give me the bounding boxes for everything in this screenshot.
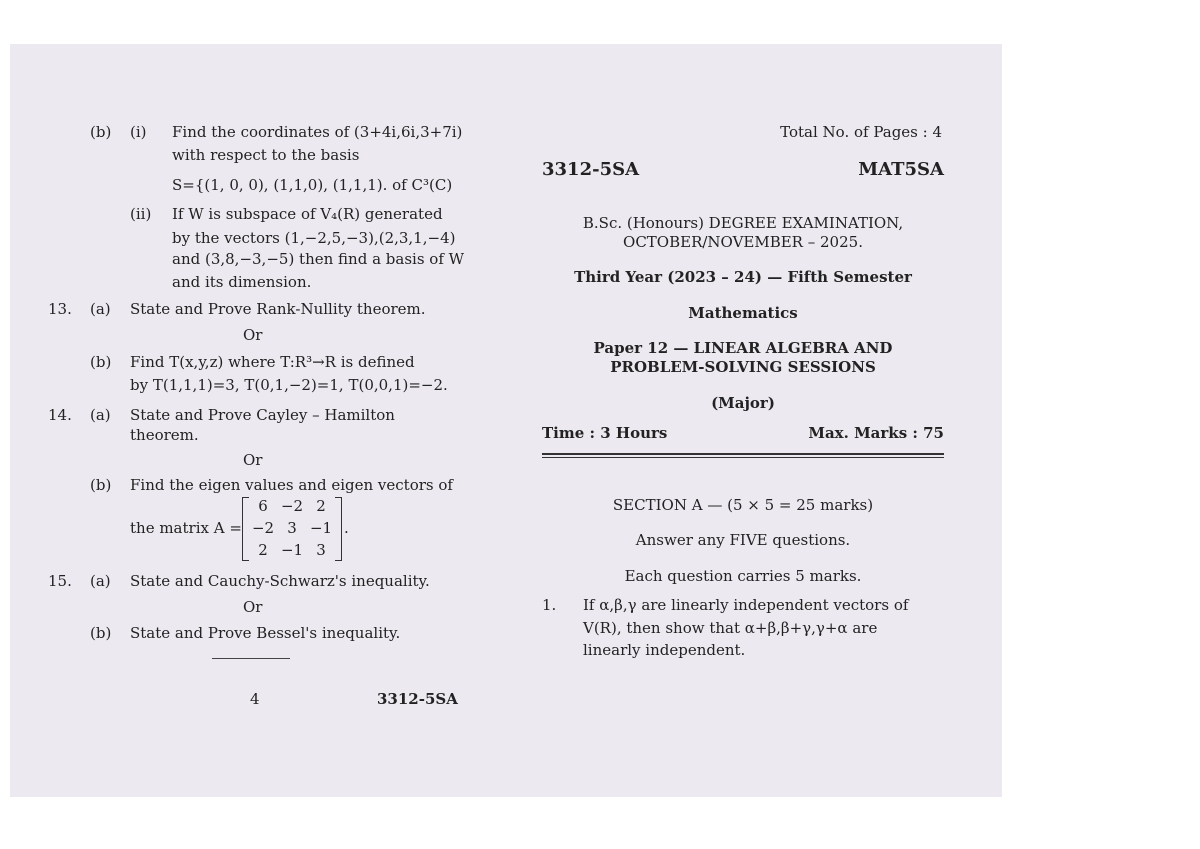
matrix-cell: 2: [258, 541, 268, 559]
matrix-cell: 3: [287, 519, 297, 537]
q13-b-line2: by T(1,1,1)=3, T(0,1,−2)=1, T(0,0,1)=−2.: [130, 376, 448, 394]
matrix-cell: −2: [251, 519, 275, 537]
q12b-ii-line1: If W is subspace of V₄(R) generated: [172, 205, 443, 223]
q13-b-line1: Find T(x,y,z) where T:R³→R is defined: [130, 353, 415, 371]
q13-number: 13.: [48, 300, 72, 318]
exam-line2: OCTOBER/NOVEMBER – 2025.: [623, 233, 863, 251]
max-marks: Max. Marks : 75: [808, 424, 944, 442]
q14-b-matrix-prefix: the matrix A =: [130, 519, 242, 537]
q14-a-label: (a): [90, 406, 111, 424]
q12b-i-label: (i): [130, 123, 147, 141]
q12b-ii-label: (ii): [130, 205, 152, 223]
header-rule-thin: [542, 457, 944, 458]
matrix-cell: −1: [280, 541, 304, 559]
paper-line1: Paper 12 — LINEAR ALGEBRA AND: [593, 339, 893, 357]
q14-or: Or: [243, 451, 263, 469]
q13-a-label: (a): [90, 300, 111, 318]
q12b-ii-line3: and (3,8,−3,−5) then find a basis of W: [172, 250, 465, 268]
q14-number: 14.: [48, 406, 72, 424]
q14-a-line2: theorem.: [130, 426, 199, 444]
matrix-cell: 2: [316, 497, 326, 515]
q15-b-text: State and Prove Bessel's inequality.: [130, 624, 401, 642]
time-allowed: Time : 3 Hours: [542, 424, 668, 442]
q1-line1: If α,β,γ are linearly independent vectors of: [583, 596, 909, 614]
instruction-marks: Each question carries 5 marks.: [624, 567, 862, 585]
matrix-cell: −2: [280, 497, 304, 515]
q1-line3: linearly independent.: [583, 641, 746, 659]
eigen-matrix: [242, 497, 342, 561]
q13-b-label: (b): [90, 353, 112, 371]
q1-number: 1.: [542, 596, 557, 614]
q12b-ii-line4: and its dimension.: [172, 273, 312, 291]
q12b-i-line2: with respect to the basis: [172, 146, 360, 164]
q12b-ii-line2: by the vectors (1,−2,5,−3),(2,3,1,−4): [172, 229, 456, 247]
matrix-cell: 6: [258, 497, 268, 515]
matrix-right-bracket: [335, 497, 342, 561]
matrix-suffix: .: [344, 519, 349, 537]
q13-or: Or: [243, 326, 263, 344]
matrix-cell: −1: [309, 519, 333, 537]
q12b-i-line1: Find the coordinates of (3+4i,6i,3+7i): [172, 123, 463, 141]
subject: Mathematics: [688, 304, 798, 322]
q13-a-text: State and Prove Rank-Nullity theorem.: [130, 300, 426, 318]
q15-a-label: (a): [90, 572, 111, 590]
instruction-answer: Answer any FIVE questions.: [635, 531, 851, 549]
header-rule-thick: [542, 453, 944, 455]
section-title: SECTION A — (5 × 5 = 25 marks): [612, 496, 874, 514]
code-left: 3312-5SA: [542, 159, 640, 180]
q15-or: Or: [243, 598, 263, 616]
paper-line2: PROBLEM-SOLVING SESSIONS: [610, 358, 876, 376]
q14-b-line1: Find the eigen values and eigen vectors of: [130, 476, 453, 494]
end-rule: [212, 658, 290, 659]
q12b-label: (b): [90, 123, 112, 141]
footer-page-number: 4: [250, 690, 260, 708]
q15-number: 15.: [48, 572, 72, 590]
exam-line1: B.Sc. (Honours) DEGREE EXAMINATION,: [582, 214, 904, 232]
category: (Major): [711, 394, 775, 412]
q1-line2: V(R), then show that α+β,β+γ,γ+α are: [583, 619, 878, 637]
year-line: Third Year (2023 – 24) — Fifth Semester: [574, 268, 912, 286]
total-pages: Total No. of Pages : 4: [780, 123, 942, 141]
q15-a-text: State and Cauchy-Schwarz's inequality.: [130, 572, 430, 590]
footer-code: 3312-5SA: [377, 690, 458, 708]
q14-b-label: (b): [90, 476, 112, 494]
matrix-cell: 3: [316, 541, 326, 559]
code-right: MAT5SA: [858, 159, 944, 180]
q15-b-label: (b): [90, 624, 112, 642]
q14-a-line1: State and Prove Cayley – Hamilton: [130, 406, 395, 424]
q12b-i-line3: S={(1, 0, 0), (1,1,0), (1,1,1). of C³(C): [172, 176, 453, 194]
